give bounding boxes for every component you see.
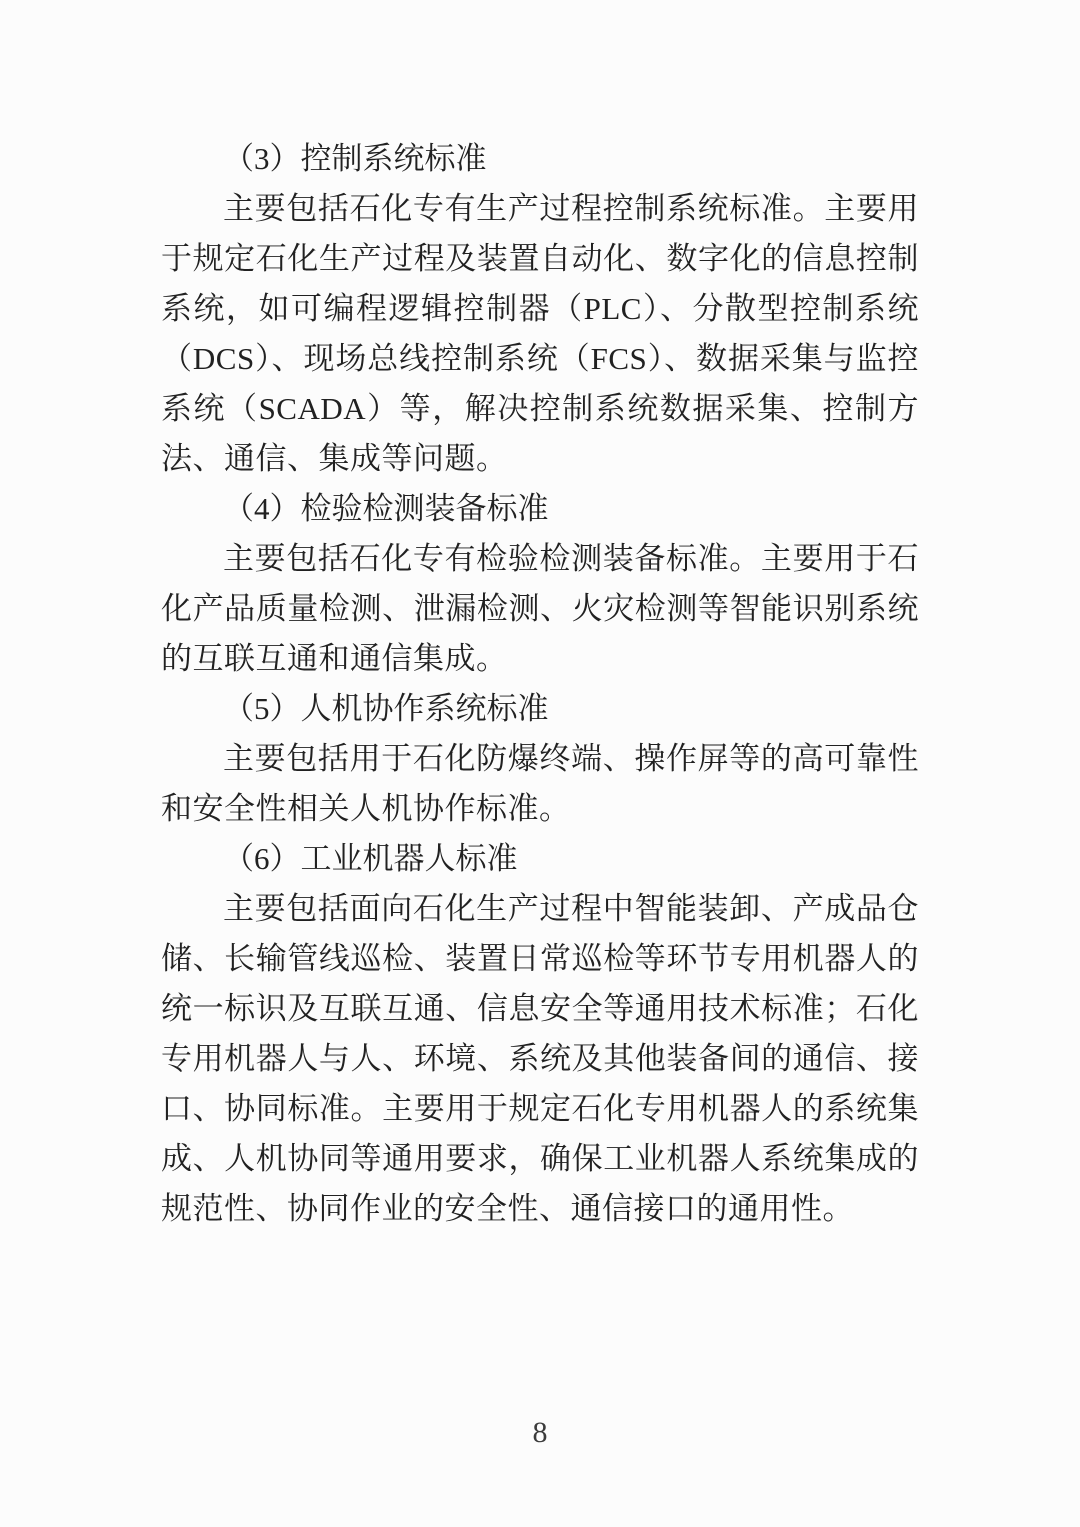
document-body xyxy=(161,134,919,1234)
section-heading-6: （6）工业机器人标准 xyxy=(223,841,518,876)
section-human-machine-collaboration-standards xyxy=(161,684,919,834)
section-paragraph-4: 主要包括石化专有检验检测装备标准。主要用于石化产品质量检测、泄漏检测、火灾检测等智能识别系统的互联互通和通信集成。 xyxy=(161,541,919,676)
page-number: 8 xyxy=(532,1416,548,1449)
section-heading-5: （5）人机协作系统标准 xyxy=(223,691,549,726)
page-footer xyxy=(0,1413,1080,1453)
section-heading-3: （3）控制系统标准 xyxy=(223,141,487,176)
section-inspection-equipment-standards xyxy=(161,484,919,684)
section-paragraph-3: 主要包括石化专有生产过程控制系统标准。主要用于规定石化生产过程及装置自动化、数字化的信息控制系统，如可编程逻辑控制器（PLC）、分散型控制系统（DCS）、现场总线控制系统（FCS）、数据采集与监控系统（SCADA）等，解决控制系统数据采集、控制方法、通信、集成等问题。 xyxy=(161,191,919,476)
section-heading-4: （4）检验检测装备标准 xyxy=(223,491,549,526)
section-paragraph-5: 主要包括用于石化防爆终端、操作屏等的高可靠性和安全性相关人机协作标准。 xyxy=(161,741,919,826)
section-industrial-robot-standards xyxy=(161,834,919,1234)
section-control-system-standards xyxy=(161,134,919,484)
section-paragraph-6: 主要包括面向石化生产过程中智能装卸、产成品仓储、长输管线巡检、装置日常巡检等环节专用机器人的统一标识及互联互通、信息安全等通用技术标准；石化专用机器人与人、环境、系统及其他装备间的通信、接口、协同标准。主要用于规定石化专用机器人的系统集成、人机协同等通用要求，确保工业机器人系统集成的规范性、协同作业的安全性、通信接口的通用性。 xyxy=(161,891,919,1226)
